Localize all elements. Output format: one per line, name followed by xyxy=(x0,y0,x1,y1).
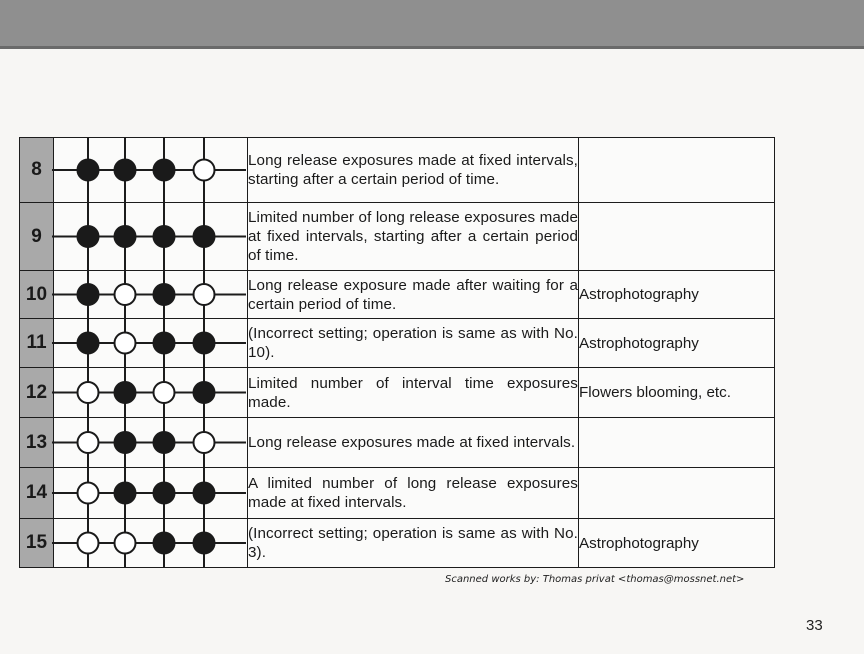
setting-number: 11 xyxy=(20,319,54,368)
setting-number: 14 xyxy=(20,468,54,519)
switch-pattern-cell xyxy=(54,519,248,568)
setting-number: 10 xyxy=(20,271,54,319)
setting-description: Long release exposures made at fixed intervals, starting after a certain period of time. xyxy=(248,138,579,203)
setting-application xyxy=(579,138,775,203)
setting-description: Long release exposure made after waiting for a certain period of time. xyxy=(248,271,579,319)
page-number: 33 xyxy=(806,617,823,634)
setting-number: 15 xyxy=(20,519,54,568)
top-gray-band xyxy=(0,0,864,49)
setting-application: Astrophotography xyxy=(579,519,775,568)
settings-table xyxy=(19,137,775,568)
switch-pattern-cell xyxy=(54,468,248,519)
table-row xyxy=(20,319,775,368)
setting-description: Limited number of interval time exposures made. xyxy=(248,368,579,418)
scan-credit: Scanned works by: Thomas privat <thomas@mossnet.net> xyxy=(445,574,745,585)
switch-pattern-cell xyxy=(54,138,248,203)
setting-application: Astrophotography xyxy=(579,271,775,319)
switch-pattern-cell xyxy=(54,418,248,468)
table-row xyxy=(20,271,775,319)
setting-description: (Incorrect setting; operation is same as with No. 10). xyxy=(248,319,579,368)
settings-table-wrap xyxy=(19,137,770,567)
table-row xyxy=(20,519,775,568)
setting-description: (Incorrect setting; operation is same as with No. 3). xyxy=(248,519,579,568)
setting-application: Astrophotography xyxy=(579,319,775,368)
setting-number: 13 xyxy=(20,418,54,468)
setting-description: Long release exposures made at fixed intervals. xyxy=(248,418,579,468)
setting-application xyxy=(579,203,775,271)
table-row xyxy=(20,138,775,203)
setting-application: Flowers blooming, etc. xyxy=(579,368,775,418)
table-row xyxy=(20,203,775,271)
switch-pattern-cell xyxy=(54,203,248,271)
table-row xyxy=(20,368,775,418)
setting-application xyxy=(579,468,775,519)
switch-pattern-cell xyxy=(54,271,248,319)
setting-number: 8 xyxy=(20,138,54,203)
switch-pattern-cell xyxy=(54,368,248,418)
table-row xyxy=(20,418,775,468)
setting-description: A limited number of long release exposures made at fixed intervals. xyxy=(248,468,579,519)
switch-pattern-cell xyxy=(54,319,248,368)
setting-number: 12 xyxy=(20,368,54,418)
setting-application xyxy=(579,418,775,468)
setting-number: 9 xyxy=(20,203,54,271)
table-row xyxy=(20,468,775,519)
setting-description: Limited number of long release exposures made at fixed intervals, starting after a certain period of time. xyxy=(248,203,579,271)
